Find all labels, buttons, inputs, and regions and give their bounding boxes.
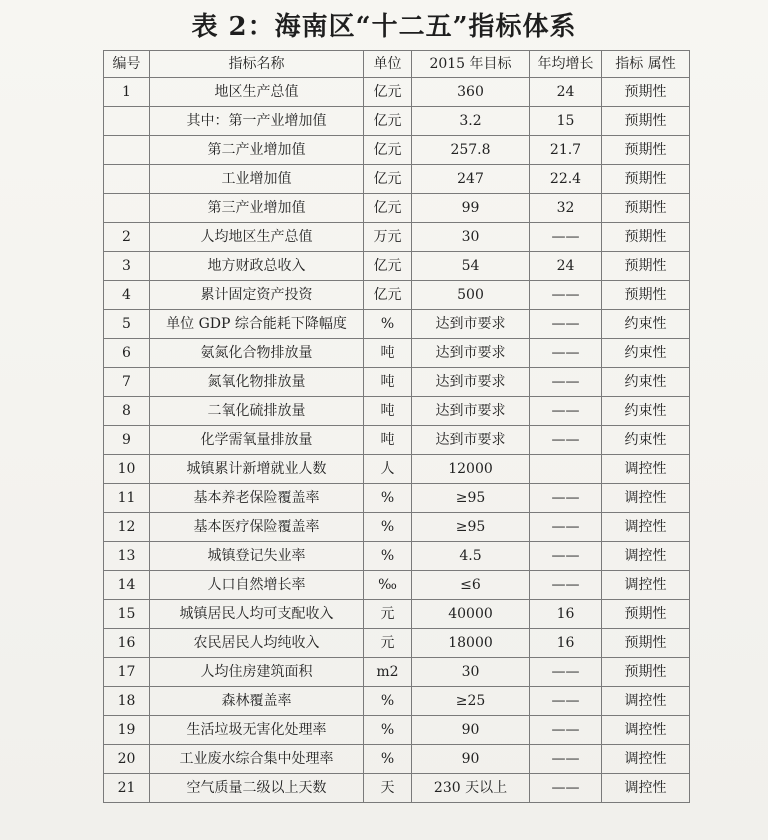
attribute-cell: 预期性 xyxy=(602,281,690,310)
unit-cell: 亿元 xyxy=(364,281,412,310)
target-cell: ≤6 xyxy=(412,571,530,600)
unit-cell: 吨 xyxy=(364,368,412,397)
table-row xyxy=(104,600,690,629)
row-number-cell: 11 xyxy=(104,484,150,513)
row-number-cell: 2 xyxy=(104,223,150,252)
growth-cell: 24 xyxy=(530,78,602,107)
indicator-name-cell: 生活垃圾无害化处理率 xyxy=(150,716,364,745)
indicator-name-cell: 工业增加值 xyxy=(150,165,364,194)
unit-cell: % xyxy=(364,745,412,774)
target-cell: 30 xyxy=(412,658,530,687)
growth-cell: —— xyxy=(530,774,602,803)
table-row xyxy=(104,484,690,513)
growth-cell: 21.7 xyxy=(530,136,602,165)
attribute-cell: 调控性 xyxy=(602,455,690,484)
table-row xyxy=(104,136,690,165)
target-cell: 360 xyxy=(412,78,530,107)
unit-cell: 亿元 xyxy=(364,165,412,194)
unit-cell: % xyxy=(364,513,412,542)
target-cell: 247 xyxy=(412,165,530,194)
row-number-cell: 20 xyxy=(104,745,150,774)
target-cell: 230 天以上 xyxy=(412,774,530,803)
unit-cell: 元 xyxy=(364,629,412,658)
target-cell: ≥25 xyxy=(412,687,530,716)
growth-cell: 24 xyxy=(530,252,602,281)
target-cell: 90 xyxy=(412,745,530,774)
row-number-cell xyxy=(104,194,150,223)
attribute-cell: 预期性 xyxy=(602,629,690,658)
attribute-cell: 约束性 xyxy=(602,310,690,339)
table-row xyxy=(104,223,690,252)
unit-cell: 人 xyxy=(364,455,412,484)
unit-cell: 亿元 xyxy=(364,252,412,281)
row-number-cell: 10 xyxy=(104,455,150,484)
growth-cell: —— xyxy=(530,223,602,252)
indicator-name-cell: 氮氧化物排放量 xyxy=(150,368,364,397)
unit-cell: % xyxy=(364,716,412,745)
indicator-name-cell: 地区生产总值 xyxy=(150,78,364,107)
table-row xyxy=(104,455,690,484)
table-row xyxy=(104,774,690,803)
row-number-cell xyxy=(104,165,150,194)
unit-cell: 天 xyxy=(364,774,412,803)
target-cell: 4.5 xyxy=(412,542,530,571)
indicator-name-cell: 人均地区生产总值 xyxy=(150,223,364,252)
target-cell: 40000 xyxy=(412,600,530,629)
indicator-name-cell: 其中：第一产业增加值 xyxy=(150,107,364,136)
target-cell: 54 xyxy=(412,252,530,281)
unit-cell: 亿元 xyxy=(364,136,412,165)
growth-cell: —— xyxy=(530,484,602,513)
attribute-cell: 调控性 xyxy=(602,513,690,542)
attribute-cell: 调控性 xyxy=(602,774,690,803)
indicator-name-cell: 基本医疗保险覆盖率 xyxy=(150,513,364,542)
table-row xyxy=(104,542,690,571)
row-number-cell xyxy=(104,107,150,136)
table-row xyxy=(104,165,690,194)
indicator-name-cell: 单位 GDP 综合能耗下降幅度 xyxy=(150,310,364,339)
indicator-name-cell: 化学需氧量排放量 xyxy=(150,426,364,455)
unit-cell: 吨 xyxy=(364,339,412,368)
growth-cell: —— xyxy=(530,281,602,310)
indicator-name-cell: 第三产业增加值 xyxy=(150,194,364,223)
indicator-name-cell: 基本养老保险覆盖率 xyxy=(150,484,364,513)
growth-cell: —— xyxy=(530,368,602,397)
growth-cell: 16 xyxy=(530,600,602,629)
attribute-cell: 预期性 xyxy=(602,136,690,165)
attribute-cell: 预期性 xyxy=(602,107,690,136)
row-number-cell: 13 xyxy=(104,542,150,571)
growth-cell: 16 xyxy=(530,629,602,658)
row-number-cell: 19 xyxy=(104,716,150,745)
indicator-name-cell: 累计固定资产投资 xyxy=(150,281,364,310)
table-row xyxy=(104,426,690,455)
growth-cell: —— xyxy=(530,658,602,687)
target-cell: ≥95 xyxy=(412,484,530,513)
growth-cell: —— xyxy=(530,542,602,571)
growth-cell: —— xyxy=(530,426,602,455)
attribute-cell: 约束性 xyxy=(602,397,690,426)
row-number-cell: 3 xyxy=(104,252,150,281)
row-number-cell: 12 xyxy=(104,513,150,542)
attribute-cell: 预期性 xyxy=(602,658,690,687)
row-number-cell: 5 xyxy=(104,310,150,339)
attribute-cell: 约束性 xyxy=(602,339,690,368)
indicator-name-cell: 人均住房建筑面积 xyxy=(150,658,364,687)
attribute-cell: 预期性 xyxy=(602,78,690,107)
target-cell: 12000 xyxy=(412,455,530,484)
target-cell: 达到市要求 xyxy=(412,368,530,397)
target-cell: 18000 xyxy=(412,629,530,658)
indicator-name-cell: 城镇累计新增就业人数 xyxy=(150,455,364,484)
header-no: 编号 xyxy=(104,51,150,78)
table-row xyxy=(104,745,690,774)
attribute-cell: 调控性 xyxy=(602,716,690,745)
row-number-cell xyxy=(104,136,150,165)
unit-cell: 吨 xyxy=(364,397,412,426)
table-row xyxy=(104,252,690,281)
header-growth: 年均增长 xyxy=(530,51,602,78)
attribute-cell: 调控性 xyxy=(602,745,690,774)
unit-cell: 元 xyxy=(364,600,412,629)
row-number-cell: 1 xyxy=(104,78,150,107)
growth-cell: 32 xyxy=(530,194,602,223)
unit-cell: m2 xyxy=(364,658,412,687)
indicator-name-cell: 氨氮化合物排放量 xyxy=(150,339,364,368)
row-number-cell: 17 xyxy=(104,658,150,687)
table-row xyxy=(104,310,690,339)
target-cell: ≥95 xyxy=(412,513,530,542)
row-number-cell: 15 xyxy=(104,600,150,629)
target-cell: 达到市要求 xyxy=(412,397,530,426)
attribute-cell: 约束性 xyxy=(602,368,690,397)
growth-cell: —— xyxy=(530,571,602,600)
indicator-name-cell: 空气质量二级以上天数 xyxy=(150,774,364,803)
row-number-cell: 14 xyxy=(104,571,150,600)
indicator-name-cell: 工业废水综合集中处理率 xyxy=(150,745,364,774)
growth-cell: —— xyxy=(530,397,602,426)
row-number-cell: 4 xyxy=(104,281,150,310)
target-cell: 90 xyxy=(412,716,530,745)
growth-cell: —— xyxy=(530,310,602,339)
growth-cell: 15 xyxy=(530,107,602,136)
unit-cell: % xyxy=(364,310,412,339)
table-row xyxy=(104,194,690,223)
growth-cell: —— xyxy=(530,339,602,368)
target-cell: 达到市要求 xyxy=(412,339,530,368)
attribute-cell: 调控性 xyxy=(602,484,690,513)
indicator-table xyxy=(103,50,690,803)
growth-cell: —— xyxy=(530,716,602,745)
target-cell: 3.2 xyxy=(412,107,530,136)
indicator-name-cell: 农民居民人均纯收入 xyxy=(150,629,364,658)
row-number-cell: 18 xyxy=(104,687,150,716)
unit-cell: % xyxy=(364,542,412,571)
table-row xyxy=(104,339,690,368)
attribute-cell: 预期性 xyxy=(602,223,690,252)
table-row xyxy=(104,571,690,600)
row-number-cell: 9 xyxy=(104,426,150,455)
attribute-cell: 预期性 xyxy=(602,165,690,194)
target-cell: 257.8 xyxy=(412,136,530,165)
indicator-name-cell: 第二产业增加值 xyxy=(150,136,364,165)
row-number-cell: 16 xyxy=(104,629,150,658)
header-attr: 指标 属性 xyxy=(602,51,690,78)
attribute-cell: 调控性 xyxy=(602,687,690,716)
target-cell: 99 xyxy=(412,194,530,223)
table-row xyxy=(104,629,690,658)
growth-cell xyxy=(530,455,602,484)
header-unit: 单位 xyxy=(364,51,412,78)
indicator-name-cell: 城镇登记失业率 xyxy=(150,542,364,571)
indicator-name-cell: 二氧化硫排放量 xyxy=(150,397,364,426)
row-number-cell: 21 xyxy=(104,774,150,803)
table-row xyxy=(104,397,690,426)
indicator-name-cell: 人口自然增长率 xyxy=(150,571,364,600)
attribute-cell: 预期性 xyxy=(602,600,690,629)
growth-cell: —— xyxy=(530,687,602,716)
unit-cell: % xyxy=(364,484,412,513)
table-row xyxy=(104,513,690,542)
target-cell: 达到市要求 xyxy=(412,310,530,339)
unit-cell: ‰ xyxy=(364,571,412,600)
attribute-cell: 调控性 xyxy=(602,571,690,600)
unit-cell: 吨 xyxy=(364,426,412,455)
indicator-name-cell: 地方财政总收入 xyxy=(150,252,364,281)
header-name: 指标名称 xyxy=(150,51,364,78)
target-cell: 达到市要求 xyxy=(412,426,530,455)
unit-cell: 亿元 xyxy=(364,107,412,136)
attribute-cell: 约束性 xyxy=(602,426,690,455)
table-row xyxy=(104,687,690,716)
target-cell: 30 xyxy=(412,223,530,252)
table-title: 表 2：海南区“十二五”指标体系 xyxy=(191,12,577,42)
table-row xyxy=(104,107,690,136)
indicator-name-cell: 森林覆盖率 xyxy=(150,687,364,716)
attribute-cell: 预期性 xyxy=(602,194,690,223)
row-number-cell: 6 xyxy=(104,339,150,368)
unit-cell: % xyxy=(364,687,412,716)
target-cell: 500 xyxy=(412,281,530,310)
table-row xyxy=(104,658,690,687)
attribute-cell: 预期性 xyxy=(602,252,690,281)
unit-cell: 万元 xyxy=(364,223,412,252)
unit-cell: 亿元 xyxy=(364,78,412,107)
unit-cell: 亿元 xyxy=(364,194,412,223)
table-row xyxy=(104,716,690,745)
table-row xyxy=(104,78,690,107)
indicator-name-cell: 城镇居民人均可支配收入 xyxy=(150,600,364,629)
row-number-cell: 7 xyxy=(104,368,150,397)
table-header-row xyxy=(104,51,690,78)
growth-cell: —— xyxy=(530,745,602,774)
growth-cell: —— xyxy=(530,513,602,542)
table-row xyxy=(104,368,690,397)
row-number-cell: 8 xyxy=(104,397,150,426)
table-body xyxy=(104,78,690,803)
attribute-cell: 调控性 xyxy=(602,542,690,571)
header-target: 2015 年目标 xyxy=(412,51,530,78)
growth-cell: 22.4 xyxy=(530,165,602,194)
table-row xyxy=(104,281,690,310)
